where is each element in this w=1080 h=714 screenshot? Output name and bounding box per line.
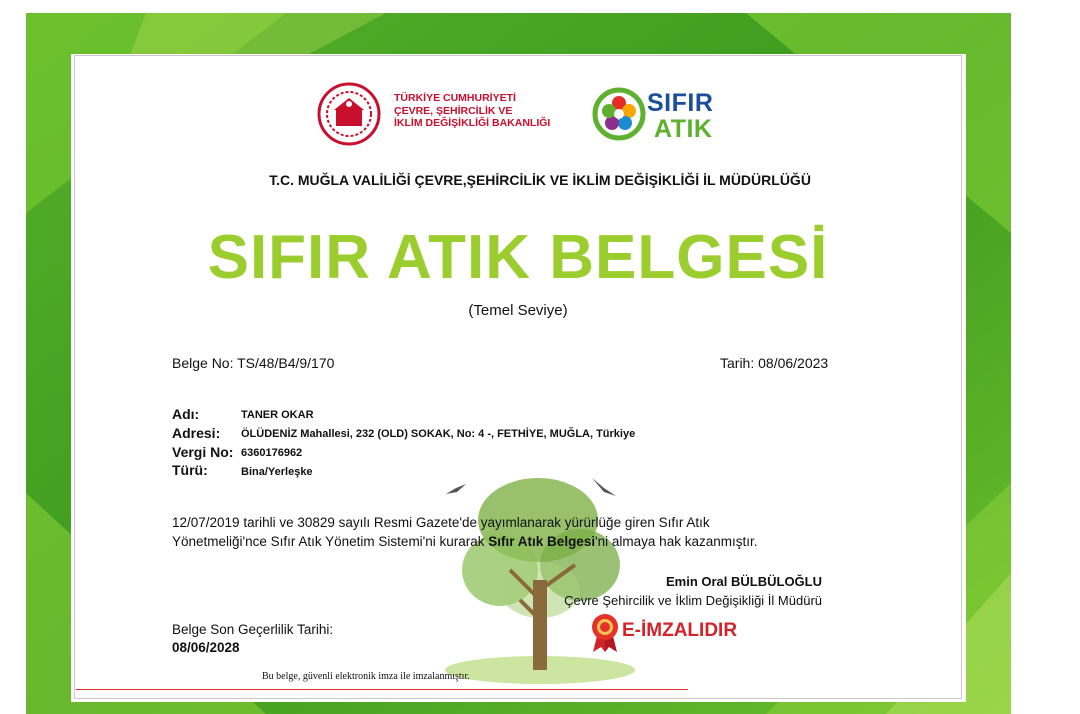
ministry-line-1: TÜRKİYE CUMHURİYETİ — [394, 92, 516, 104]
signer-title: Çevre Şehircilik ve İklim Değişikliği İl Müdürü — [564, 593, 822, 608]
certificate-title: SIFIR ATIK BELGESİ — [207, 223, 829, 292]
name-value: TANER OKAR — [241, 409, 314, 421]
footer-divider — [76, 689, 688, 690]
e-signature-text: E-İMZALIDIR — [622, 620, 738, 641]
bird-icon — [592, 478, 616, 500]
statement-line-1: 12/07/2019 tarihli ve 30829 sayılı Resmi Gazete'de yayımlanarak yürürlüğe giren Sıfır Atık — [172, 515, 710, 530]
address-label: Adresi: — [172, 425, 221, 441]
directorate-heading: T.C. MUĞLA VALİLİĞİ ÇEVRE,ŞEHİRCİLİK VE İKLİM DEĞİŞİKLİĞİ İL MÜDÜRLÜĞÜ — [269, 172, 811, 188]
footnote: Bu belge, güvenli elektronik imza ile imzalanmıştır. — [262, 671, 470, 682]
statement-text: Yönetmeliği'nce Sıfır Atık Yönetim Sistemi'ni kurarak — [172, 534, 489, 549]
document-number: Belge No: TS/48/B4/9/170 — [172, 355, 335, 371]
seal-icon — [589, 612, 621, 652]
logo-word-2: ATIK — [654, 115, 713, 143]
ministry-logo — [316, 82, 556, 146]
flower-recycle-icon — [592, 87, 646, 141]
type-value: Bina/Yerleşke — [241, 466, 313, 478]
sifir-atik-logo — [592, 84, 722, 144]
ministry-emblem-icon — [316, 82, 382, 146]
logo-word-1: SIFIR — [647, 89, 714, 117]
type-label: Türü: — [172, 462, 208, 478]
expiry-label: Belge Son Geçerlilik Tarihi: — [172, 622, 334, 637]
bird-icon — [446, 484, 466, 498]
certificate-level: (Temel Seviye) — [468, 302, 568, 319]
ministry-line-3: İKLİM DEĞİŞİKLİĞİ BAKANLIĞI — [394, 117, 551, 129]
address-value: ÖLÜDENİZ Mahallesi, 232 (OLD) SOKAK, No: 4 -, FETHİYE, MUĞLA, Türkiye — [241, 428, 636, 440]
statement-line-2 — [172, 532, 757, 551]
signer-name: Emin Oral BÜLBÜLOĞLU — [665, 574, 822, 589]
tax-no-value: 6360176962 — [241, 447, 303, 459]
name-label: Adı: — [172, 406, 200, 422]
statement-bold: Sıfır Atık Belgesi — [488, 534, 596, 549]
ministry-line-2: ÇEVRE, ŞEHİRCİLİK VE — [394, 104, 513, 117]
e-signature-badge — [589, 612, 764, 652]
statement-tail: 'ni almaya hak kazanmıştır. — [595, 534, 758, 549]
tax-no-label: Vergi No: — [172, 444, 234, 460]
certificate-statement — [172, 513, 757, 551]
document-date: Tarih: 08/06/2023 — [720, 355, 829, 371]
expiry-date: 08/06/2028 — [172, 640, 240, 655]
